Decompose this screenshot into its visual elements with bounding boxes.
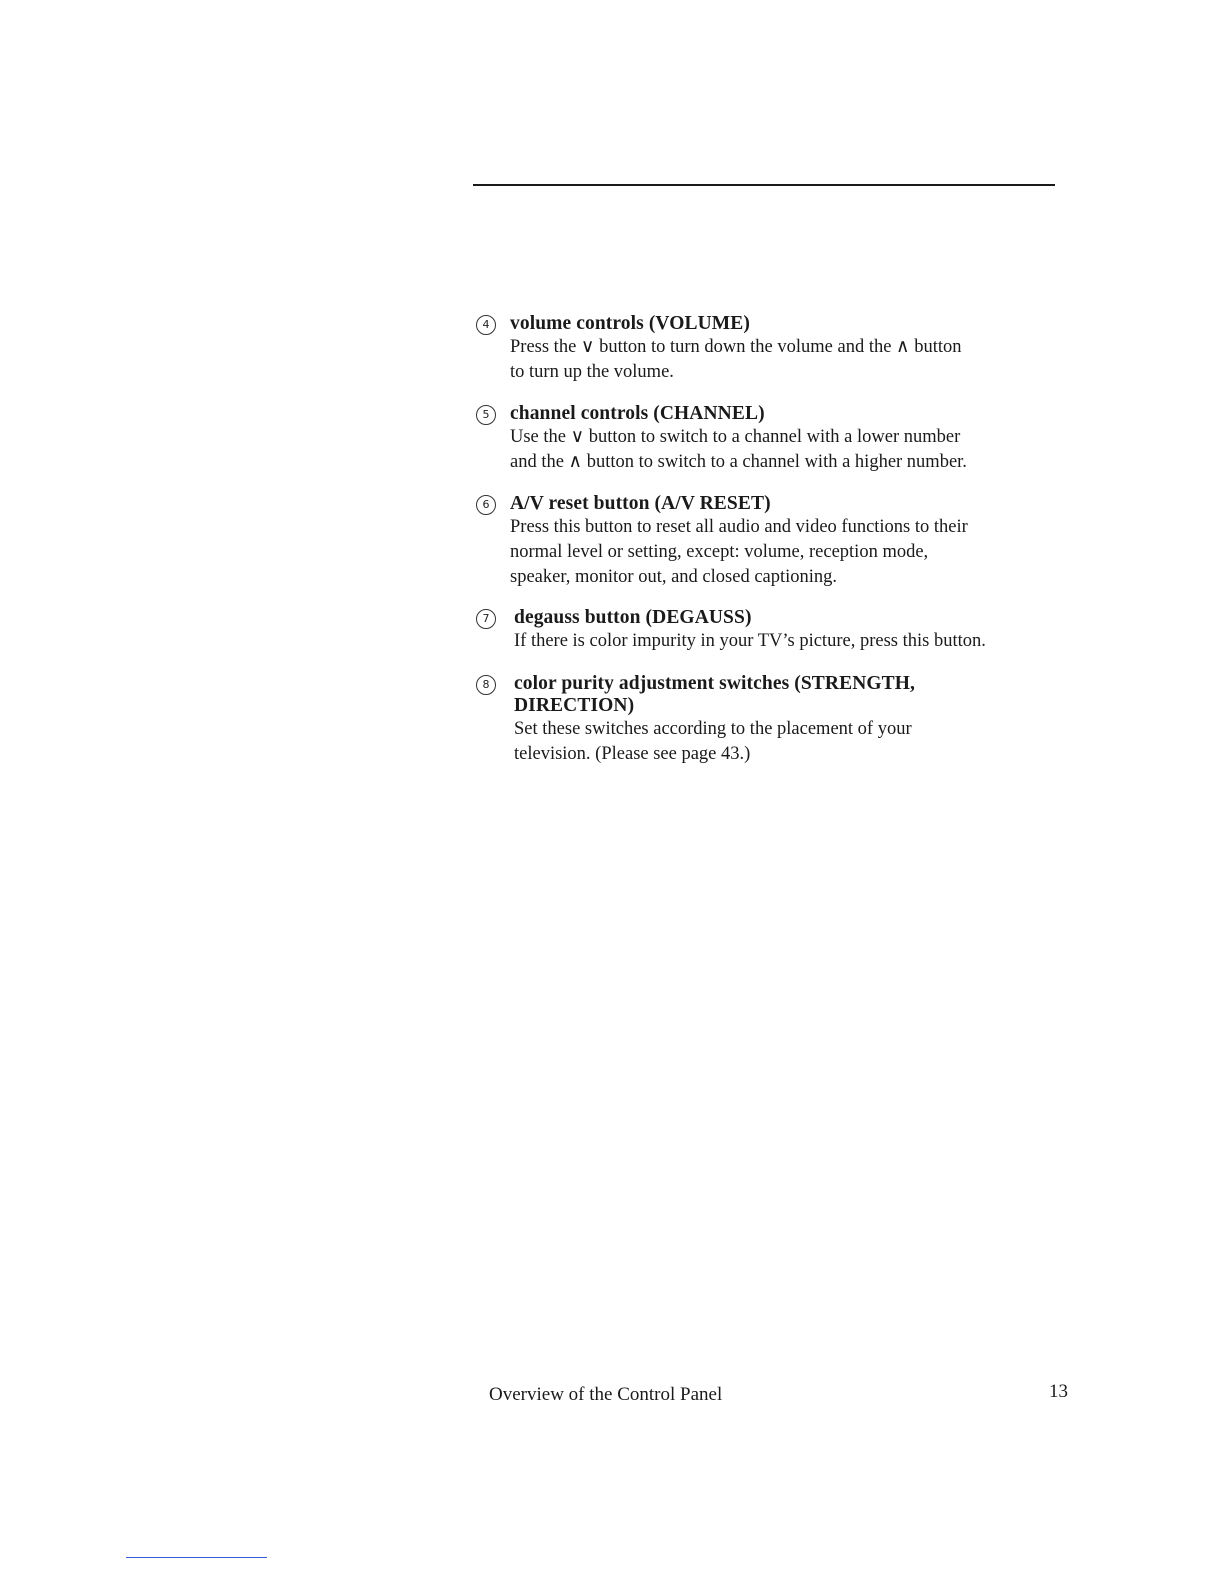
- item-title-line: color purity adjustment switches (STRENGTH,: [514, 673, 915, 694]
- item-number-badge: 4: [476, 315, 496, 335]
- item-description-line: and the ∧ button to switch to a channel with a higher number.: [510, 452, 967, 472]
- bottom-rule: [126, 1557, 267, 1558]
- item-description-line: television. (Please see page 43.): [514, 744, 751, 764]
- item-description-line: If there is color impurity in your TV’s picture, press this button.: [514, 631, 986, 651]
- item-title: A/V reset button (A/V RESET): [510, 493, 771, 514]
- item-description-line: Set these switches according to the placement of your: [514, 719, 912, 739]
- item-description-line: Press this button to reset all audio and video functions to their: [510, 517, 968, 537]
- item-title: channel controls (CHANNEL): [510, 403, 765, 424]
- page-number: 13: [1049, 1381, 1068, 1402]
- item-title: volume controls (VOLUME): [510, 313, 750, 334]
- item-description: [510, 515, 1076, 590]
- item-description: [510, 335, 1076, 385]
- item-volume-controls: [476, 313, 1076, 385]
- item-description-line: to turn up the volume.: [510, 362, 674, 382]
- item-degauss-button: [476, 607, 1076, 654]
- item-number-badge: 7: [476, 609, 496, 629]
- item-title: [514, 673, 1076, 717]
- footer-section-title: Overview of the Control Panel: [489, 1384, 723, 1405]
- item-channel-controls: [476, 403, 1076, 475]
- item-title-line: DIRECTION): [514, 695, 635, 716]
- item-number-badge: 8: [476, 675, 496, 695]
- header-rule: [473, 184, 1055, 186]
- item-av-reset-button: [476, 493, 1076, 590]
- item-number-badge: 5: [476, 405, 496, 425]
- item-description-line: speaker, monitor out, and closed captioning.: [510, 567, 838, 587]
- item-description-line: Press the ∨ button to turn down the volume and the ∧ button: [510, 337, 962, 357]
- item-description: [514, 629, 1076, 654]
- item-color-purity-switches: [476, 673, 1076, 767]
- item-title: degauss button (DEGAUSS): [514, 607, 752, 628]
- item-description-line: Use the ∨ button to switch to a channel with a lower number: [510, 427, 961, 447]
- item-description-line: normal level or setting, except: volume, reception mode,: [510, 542, 929, 562]
- item-description: [514, 717, 1076, 767]
- item-description: [510, 425, 1076, 475]
- item-number-badge: 6: [476, 495, 496, 515]
